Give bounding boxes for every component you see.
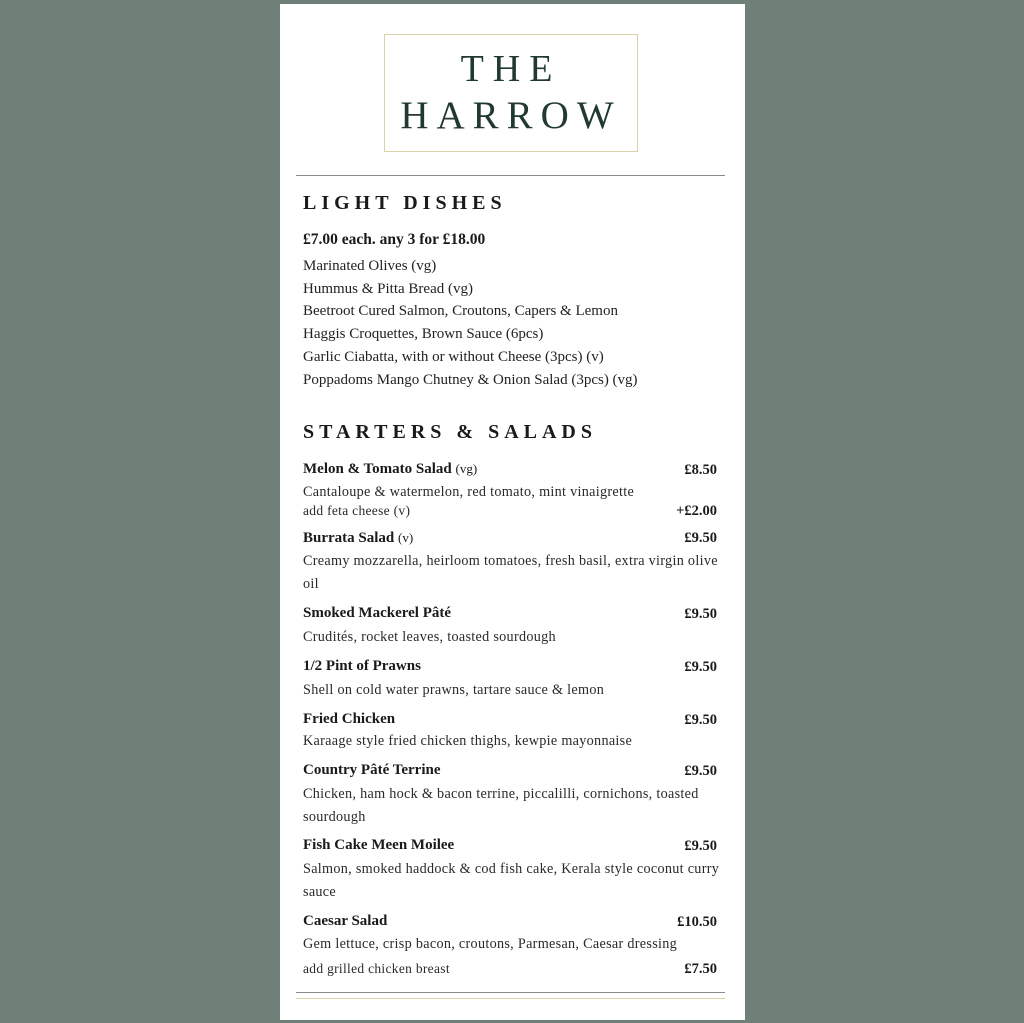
menu-item-name: Smoked Mackerel Pâté <box>303 605 452 621</box>
dietary-tag: (v) <box>398 530 414 545</box>
menu-item-description: Salmon, smoked haddock & cod fish cake, Kerala style coconut curry sauce <box>303 861 720 900</box>
dietary-tag: (vg) <box>455 461 478 476</box>
item-name-text: Melon & Tomato Salad <box>303 461 452 477</box>
menu-item-description: Gem lettuce, crisp bacon, croutons, Parmesan, Caesar dressing <box>303 936 678 952</box>
menu-item-name: Caesar Salad <box>303 913 388 929</box>
menu-item-addon: add feta cheese (v) <box>303 503 411 518</box>
brand-logo <box>384 34 638 152</box>
menu-item-addon-price: £7.50 <box>684 961 717 977</box>
list-item: Marinated Olives (vg) <box>303 258 437 274</box>
list-item: Garlic Ciabatta, with or without Cheese (3pcs) (v) <box>303 348 604 365</box>
menu-item-addon-price: +£2.00 <box>676 503 717 519</box>
brand-line-harrow: HARROW <box>400 94 622 137</box>
menu-item-name: Fried Chicken <box>303 711 396 727</box>
menu-card <box>280 4 745 1020</box>
item-name-text: Burrata Salad <box>303 530 395 546</box>
menu-item-price: £9.50 <box>684 763 717 779</box>
menu-item-description: Creamy mozzarella, heirloom tomatoes, fresh basil, extra virgin olive oil <box>303 553 718 592</box>
menu-item-price: £9.50 <box>684 659 717 675</box>
menu-item-name: 1/2 Pint of Prawns <box>303 658 421 674</box>
menu-item-price: £9.50 <box>684 838 717 854</box>
section-title-light-dishes: LIGHT DISHES <box>303 192 507 214</box>
menu-item-description: Shell on cold water prawns, tartare sauce & lemon <box>303 682 605 698</box>
menu-item-price: £9.50 <box>684 606 717 622</box>
menu-item-name <box>303 530 413 547</box>
menu-item-price: £10.50 <box>677 914 717 930</box>
menu-item-price: £8.50 <box>684 462 717 478</box>
light-dishes-list <box>303 255 638 391</box>
menu-item-addon: add grilled chicken breast <box>303 961 450 976</box>
light-dishes-offer: £7.00 each. any 3 for £18.00 <box>303 231 486 248</box>
menu-item-description: Karaage style fried chicken thighs, kewpie mayonnaise <box>303 733 633 749</box>
brand-line-the: THE <box>460 48 562 90</box>
list-item: Poppadoms Mango Chutney & Onion Salad (3pcs) (vg) <box>303 371 638 388</box>
section-title-starters: STARTERS & SALADS <box>303 421 597 443</box>
menu-item-description: Cantaloupe & watermelon, red tomato, mint vinaigrette <box>303 484 635 500</box>
list-item: Hummus & Pitta Bread (vg) <box>303 280 473 297</box>
divider-bottom <box>296 992 725 993</box>
list-item: Haggis Croquettes, Brown Sauce (6pcs) <box>303 326 544 343</box>
menu-item-name: Country Pâté Terrine <box>303 762 441 778</box>
menu-item-description: Chicken, ham hock & bacon terrine, piccalilli, cornichons, toasted sourdough <box>303 786 699 825</box>
menu-item-name <box>303 461 477 478</box>
menu-item-price: £9.50 <box>684 712 717 728</box>
menu-item-name: Fish Cake Meen Moilee <box>303 837 455 853</box>
menu-item-description: Crudités, rocket leaves, toasted sourdough <box>303 629 556 645</box>
menu-item-price: £9.50 <box>684 530 717 546</box>
divider-bottom-accent <box>296 998 725 999</box>
list-item: Beetroot Cured Salmon, Croutons, Capers & Lemon <box>303 303 618 320</box>
divider-top <box>296 175 725 176</box>
